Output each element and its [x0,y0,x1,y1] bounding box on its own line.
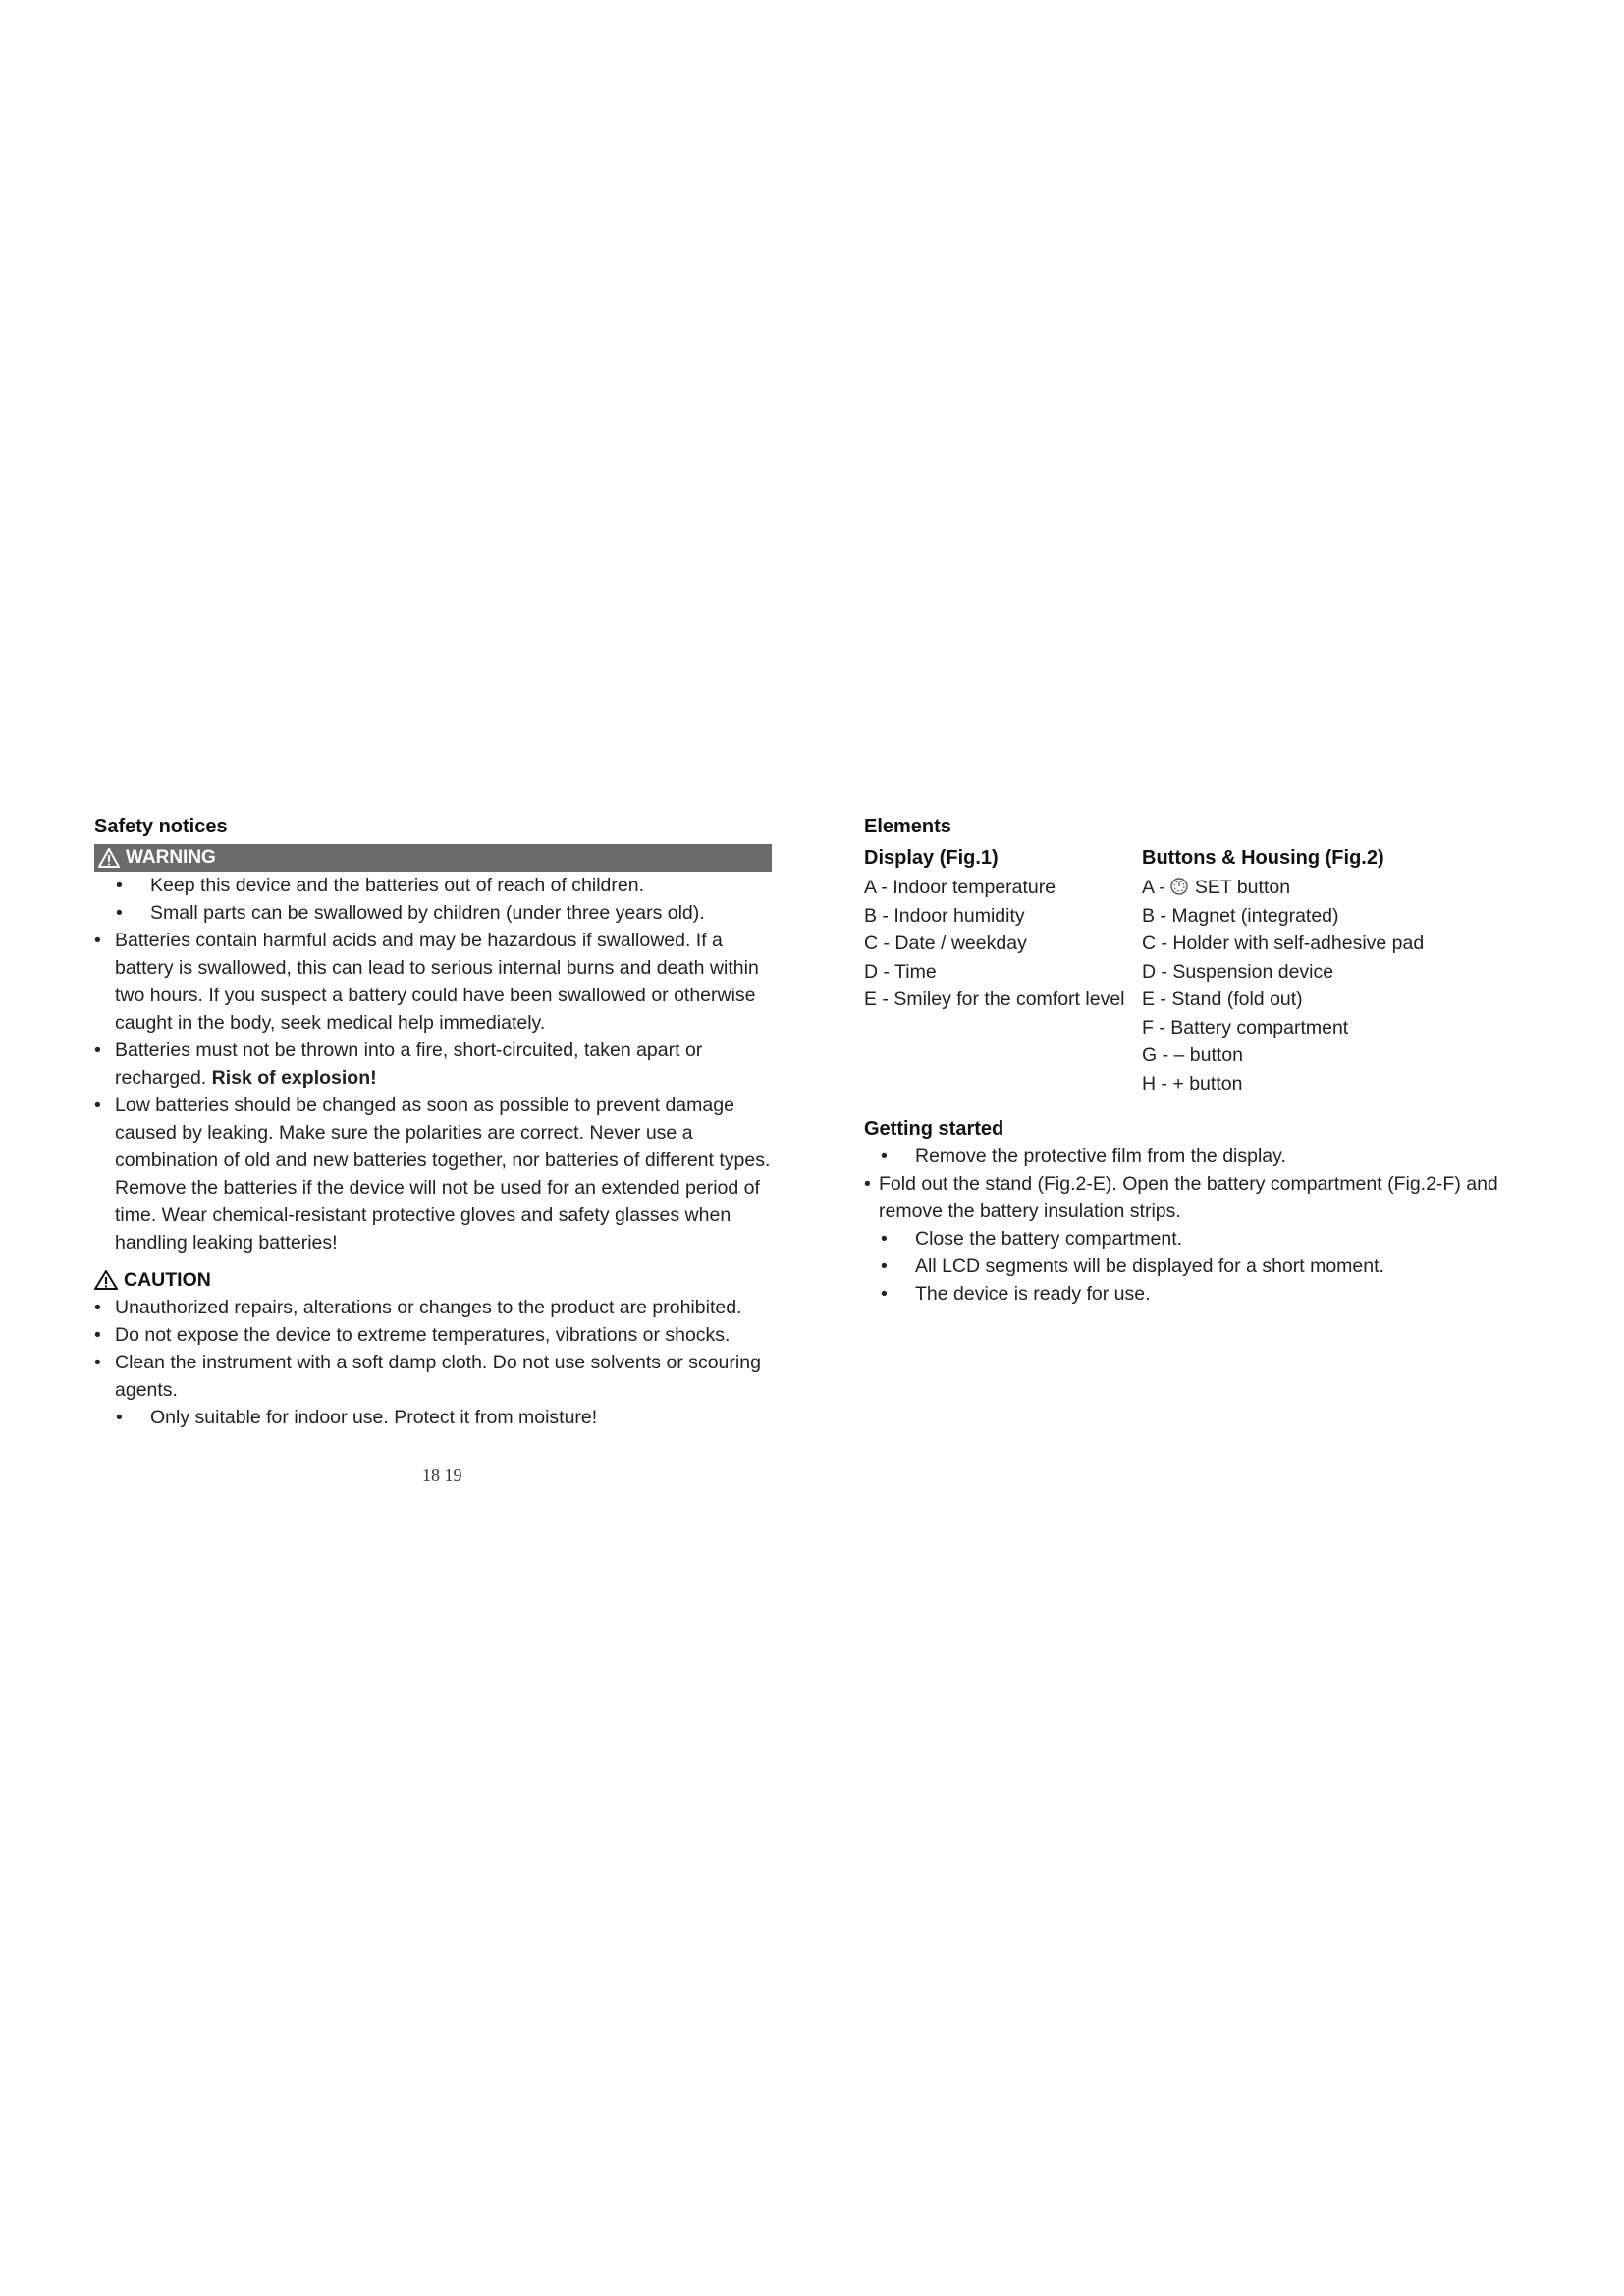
list-item: • Only suitable for indoor use. Protect it from moisture! [94,1404,772,1431]
display-item: C - Date / weekday [864,933,1027,954]
list-item: • Do not expose the device to extreme temperatures, vibrations or shocks. [94,1321,772,1349]
list-item: • All LCD segments will be displayed for a short moment. [864,1253,1532,1280]
buttons-item-prefix: A - [1142,877,1165,898]
elements-column [864,813,1532,1308]
list-item: • Fold out the stand (Fig.2-E). Open the battery compartment (Fig.2-F) and remove the battery insulation strips. [864,1170,1532,1225]
caution-triangle-icon [94,1270,118,1290]
list-item: • Batteries contain harmful acids and may be hazardous if swallowed. If a battery is swallowed, this can lead to serious internal burns and death within two hours. If you suspect a battery could have been swallowed or otherwise caught in the body, seek medical help immediately. [94,927,772,1037]
buttons-item: E - Stand (fold out) [1142,988,1303,1010]
safety-notices-column [94,813,772,1431]
page-number: 18 19 [422,1466,462,1485]
caution-heading [94,1266,772,1294]
buttons-item: H - + button [1142,1072,1243,1095]
list-item: • Close the battery compartment. [864,1225,1532,1253]
elements-grid [864,842,1532,1097]
buttons-item [1142,874,1532,902]
clock-set-icon [1169,877,1189,896]
buttons-heading: Buttons & Housing (Fig.2) [1142,847,1384,869]
warning-banner [94,844,772,872]
display-item: E - Smiley for the comfort level [864,988,1125,1010]
list-item: • The device is ready for use. [864,1280,1532,1308]
getting-started-title: Getting started [864,1118,1004,1140]
display-item: D - Time [864,960,937,983]
buttons-item: B - Magnet (integrated) [1142,904,1339,927]
safety-notices-title: Safety notices [94,816,228,837]
list-item: • Keep this device and the batteries out of reach of children. [94,872,772,899]
buttons-item: D - Suspension device [1142,960,1334,983]
list-item: • Small parts can be swallowed by children (under three years old). [94,899,772,927]
display-column [864,842,1142,1097]
list-item: • Unauthorized repairs, alterations or changes to the product are prohibited. [94,1294,772,1321]
elements-title: Elements [864,816,951,837]
buttons-item: F - Battery compartment [1142,1016,1349,1039]
getting-started-list [864,1143,1532,1308]
buttons-item-label: SET button [1194,877,1291,898]
list-item-text: Batteries must not be thrown into a fire, short-circuited, taken apart or recharged. [115,1040,703,1089]
warning-triangle-icon [98,848,120,868]
warning-list [94,872,772,1256]
display-item: A - Indoor temperature [864,877,1056,898]
explosion-warning: Risk of explosion! [211,1067,377,1089]
display-item: B - Indoor humidity [864,904,1025,927]
buttons-item: C - Holder with self-adhesive pad [1142,933,1425,954]
list-item: • Clean the instrument with a soft damp cloth. Do not use solvents or scouring agents. [94,1349,772,1404]
warning-label: WARNING [126,847,216,868]
list-item: • Low batteries should be changed as soon as possible to prevent damage caused by leaking. Make sure the polarities are correct. Never use a combination of old and new batteries together, nor batteries of different types. Remove the batteries if the device will not be used for an extended period of time. Wear chemical-resistant protective gloves and safety glasses when handling leaking batteries! [94,1092,772,1256]
caution-list [94,1294,772,1431]
list-item [94,1037,772,1092]
getting-started-section [864,1115,1532,1308]
list-item: • Remove the protective film from the display. [864,1143,1532,1170]
display-heading: Display (Fig.1) [864,847,999,869]
buttons-column [1142,842,1532,1097]
caution-label: CAUTION [124,1269,211,1291]
buttons-item: G - – button [1142,1044,1243,1066]
